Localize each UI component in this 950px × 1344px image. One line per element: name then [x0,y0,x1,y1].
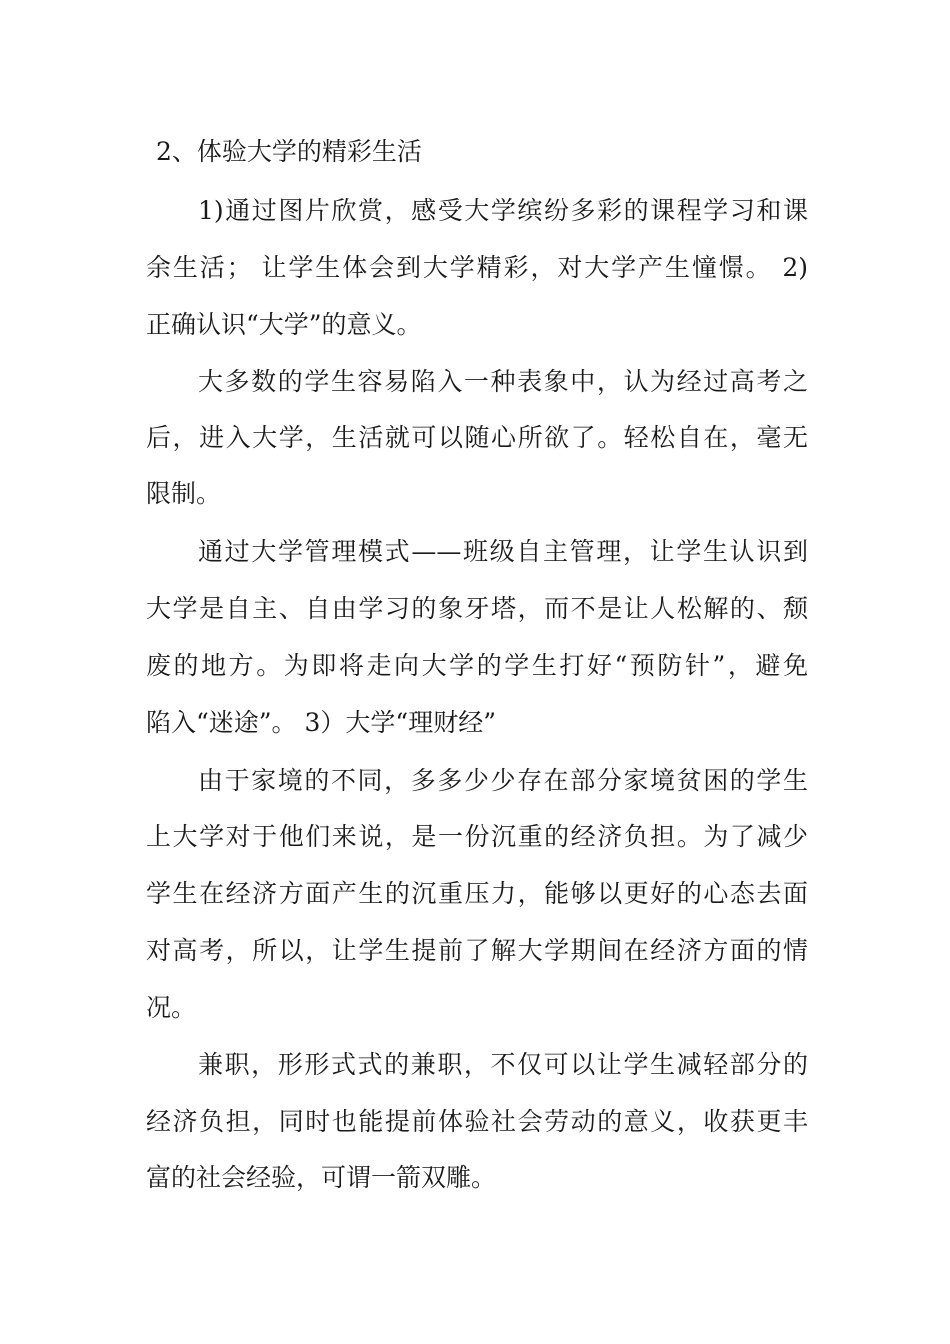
paragraph-3-line-4: 陷入“迷途”。 3）大学“理财经” [146,708,496,737]
paragraph-5-line-2: 经济负担，同时也能提前体验社会劳动的意义，收获更丰 [146,1107,808,1136]
paragraph-4-line-3: 学生在经济方面产生的沉重压力，能够以更好的心态去面 [146,879,808,908]
paragraph-4-line-2: 上大学对于他们来说，是一份沉重的经济负担。为了减少 [146,822,808,851]
paragraph-4-line-5: 况。 [146,993,197,1022]
paragraph-3-line-3: 废的地方。为即将走向大学的学生打好“预防针”，避免 [146,651,808,680]
paragraph-2-line-3: 限制。 [146,479,222,508]
section-heading: 2、体验大学的精彩生活 [156,137,422,166]
paragraph-3-line-1: 通过大学管理模式——班级自主管理，让学生认识到 [198,537,808,566]
paragraph-2-line-1: 大多数的学生容易陷入一种表象中，认为经过高考之 [198,367,808,396]
paragraph-5-line-3: 富的社会经验，可谓一箭双雕。 [146,1163,497,1192]
paragraph-3-line-2: 大学是自主、自由学习的象牙塔，而不是让人松解的、颓 [146,594,808,623]
paragraph-1-line-3: 正确认识“大学”的意义。 [146,310,422,339]
paragraph-2-line-2: 后，进入大学，生活就可以随心所欲了。轻松自在，毫无 [146,423,808,452]
paragraph-4-line-1: 由于家境的不同，多多少少存在部分家境贫困的学生 [198,766,808,795]
paragraph-5-line-1: 兼职，形形式式的兼职，不仅可以让学生减轻部分的 [198,1050,808,1079]
paragraph-1-line-1: 1)通过图片欣赏，感受大学缤纷多彩的课程学习和课 [198,196,808,225]
paragraph-1-line-2: 余生活； 让学生体会到大学精彩，对大学产生憧憬。 2) [146,253,808,282]
paragraph-4-line-4: 对高考，所以，让学生提前了解大学期间在经济方面的情 [146,936,808,965]
